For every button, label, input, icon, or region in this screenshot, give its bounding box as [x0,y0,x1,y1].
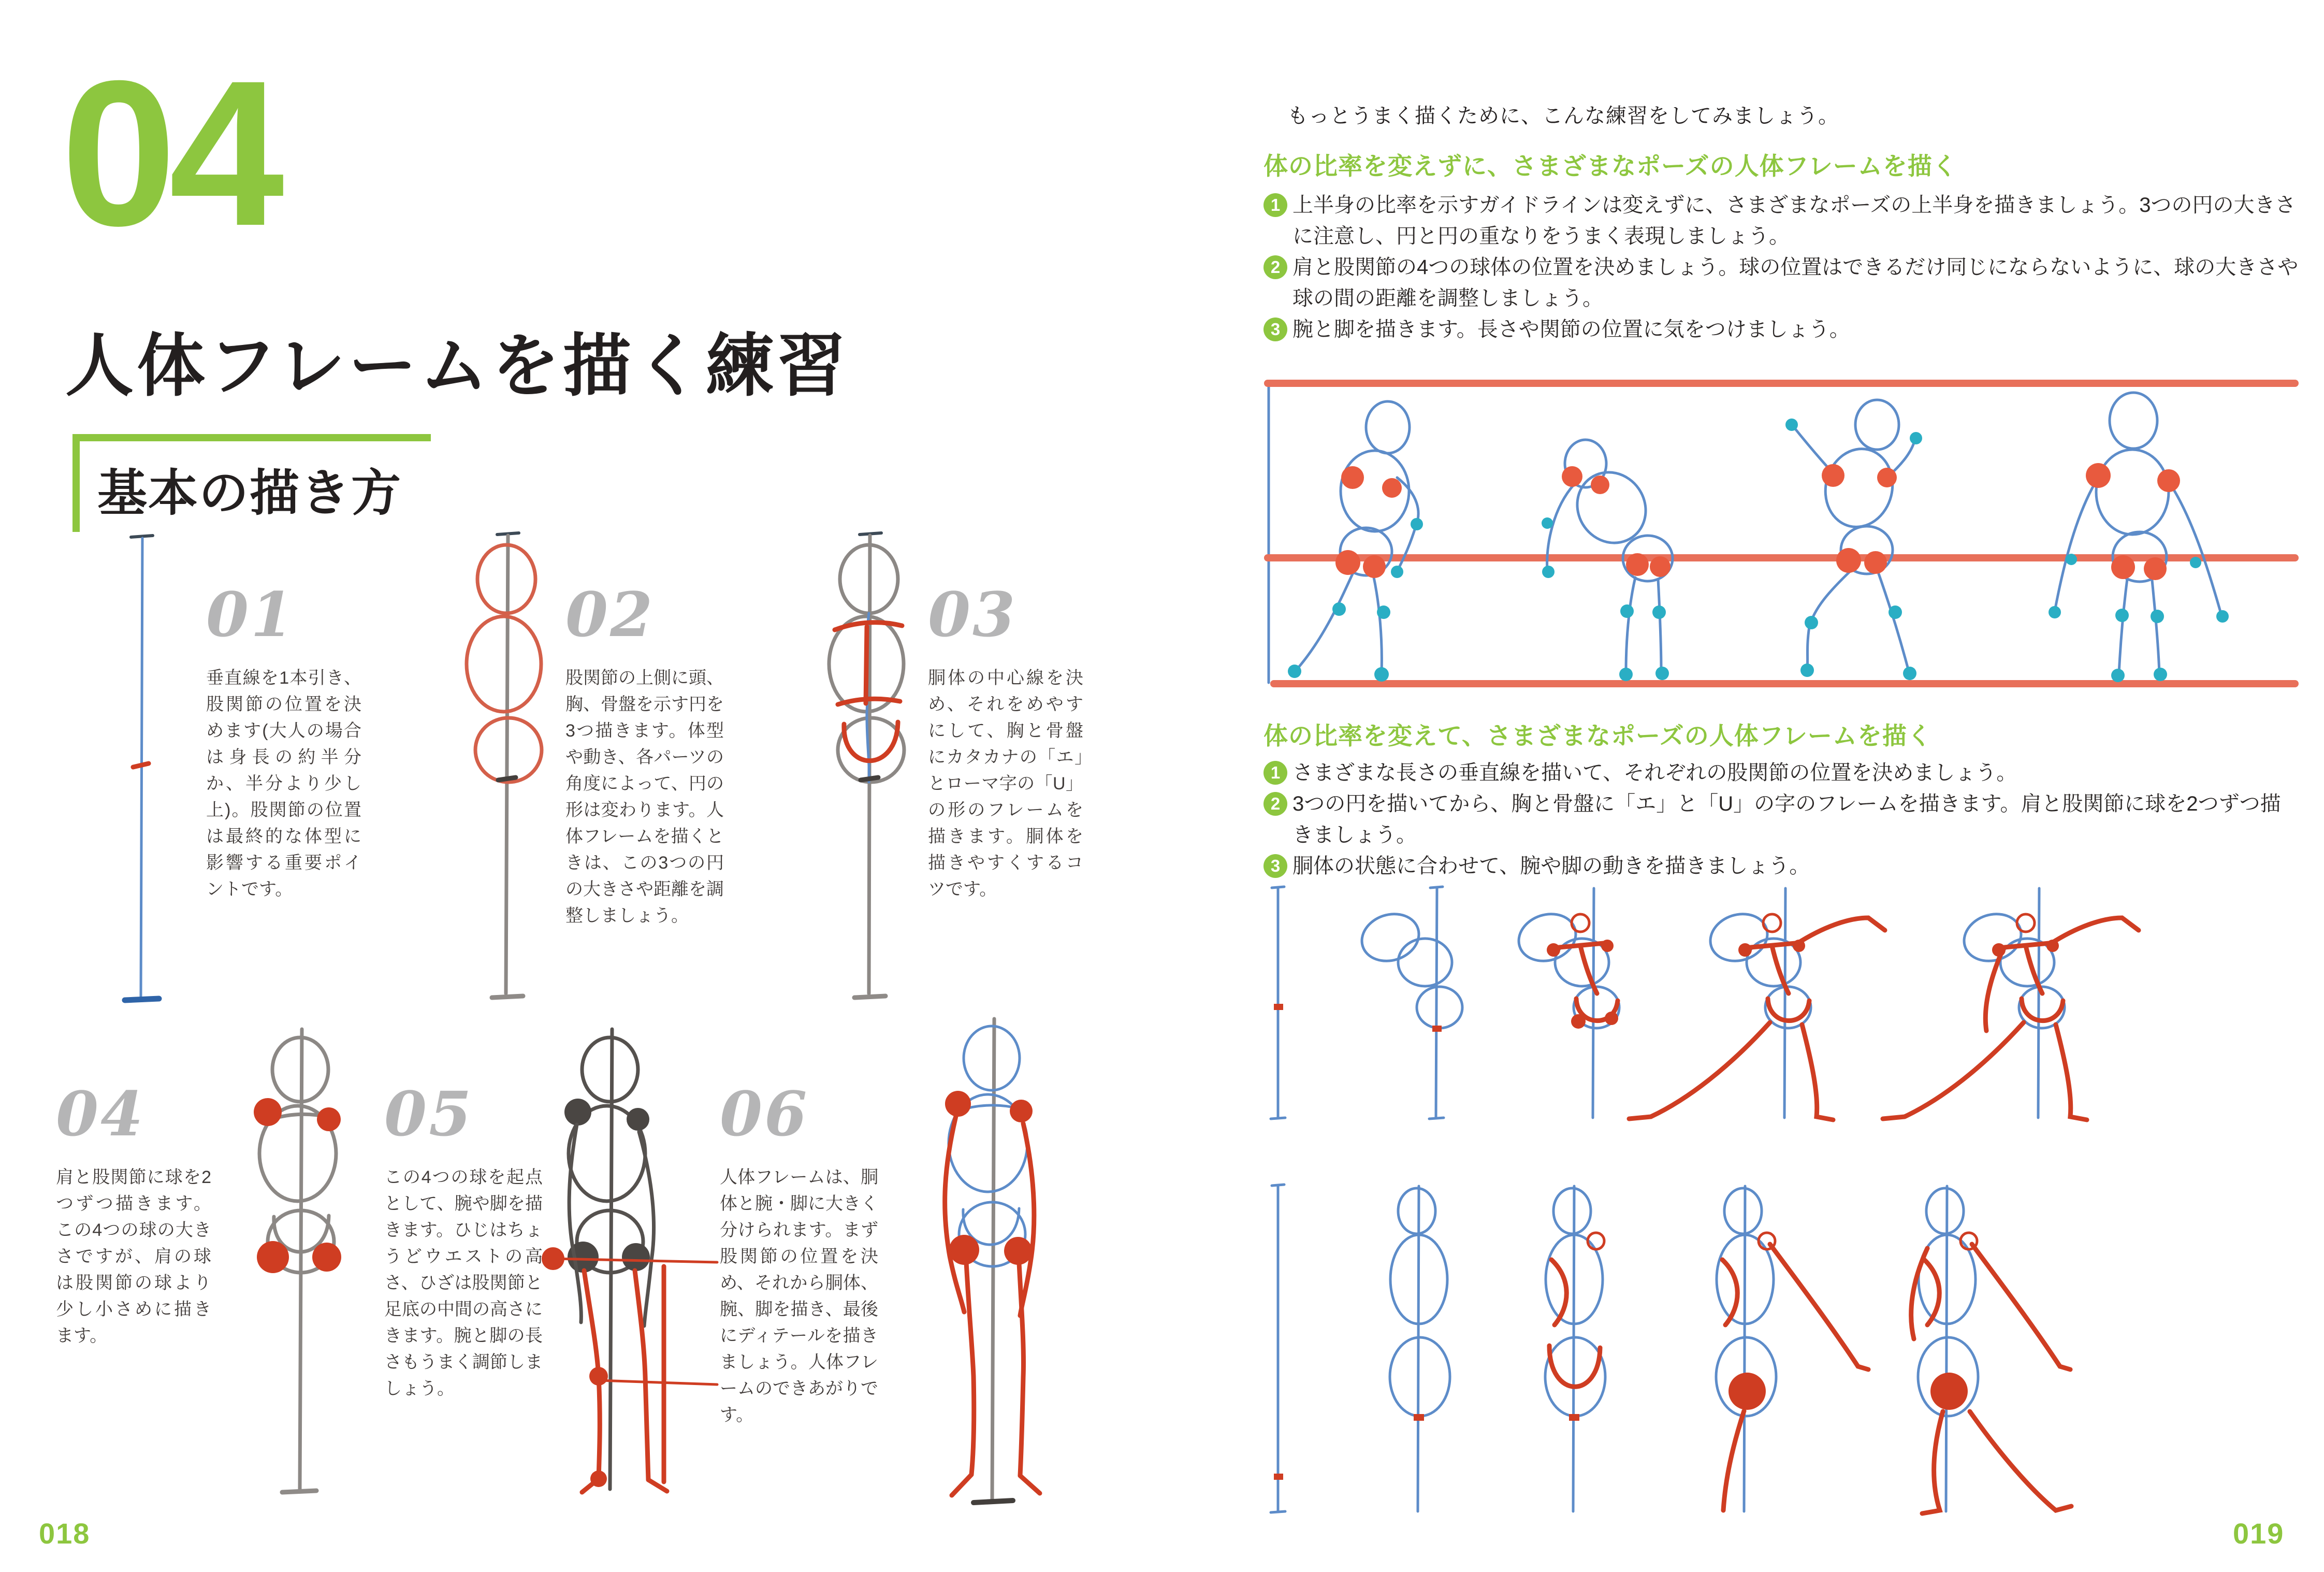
progression-row-2 [1271,1185,2071,1513]
circled-number: 2 [1270,257,1281,277]
stage-legs [1629,888,1885,1120]
list-item-text: 肩と股関節の4つの球体の位置を決めましょう。球の位置はできるだけ同じにならないように、球の大きさや球の間の距離を調整しましょう。 [1292,256,2299,310]
pose-sketch-4 [2049,393,2229,682]
step-block-01 [206,579,361,903]
circled-number: 3 [1270,856,1281,875]
stage-circles [1356,887,1462,1119]
step-block-03 [928,579,1083,903]
step-number: 03 [928,579,1018,651]
circled-number: 3 [1270,320,1281,339]
stage-complete-2 [1911,1186,2071,1513]
sketch-step-06-finished-frame [865,1013,1108,1536]
stage-complete [1883,888,2139,1120]
chapter-number: 04 [61,37,277,269]
list-item [1263,788,2299,850]
step-text: この4つの球を起点として、腕や脚を描きます。ひじはちょうどウエストの高さ、ひざは股関節と足底の中間の高さにきます。腕と脚の長さもうまく調節しましょう。 [384,1167,543,1398]
step-text: 人体フレームは、胴体と腕・脚に大きく分けられます。まず股関節の位置を決め、それから胴体、腕、脚を描き、最後にディテールを描きましょう。人体フレームのできあがりです。 [720,1167,878,1425]
step-text: 股関節の上側に頭、胸、骨盤を示す円を3つ描きます。体型や動き、各パーツの角度によって、円の形は変わります。人体フレームを描くときは、この3つの円の大きさや距離を調整しましょう。 [565,668,724,926]
circled-number: 1 [1270,763,1281,782]
illustration-varied-proportion-poses [1263,875,2299,1523]
step-block-05 [384,1078,543,1402]
list-item-text: 上半身の比率を示すガイドラインは変えずに、さまざまなポーズの上半身を描きましょう。3つの円の大きさに注意し、円と円の重なりをうまく表現しましょう。 [1292,194,2296,248]
step-block-06 [720,1078,878,1429]
stage-circles-2 [1390,1186,1450,1511]
progression-row-1 [1271,887,2139,1120]
circled-number-badge [1263,193,1287,217]
step-block-04 [56,1078,211,1349]
circled-number-badge [1263,318,1287,341]
stage-arm-2 [1716,1186,1868,1511]
practice-list-2 [1263,757,2299,882]
circled-number-badge [1263,854,1287,878]
list-item [1263,252,2299,314]
circled-number: 2 [1270,794,1281,813]
circled-number: 1 [1270,195,1281,214]
list-item-text: 胴体の状態に合わせて、腕や脚の動きを描きましょう。 [1292,855,1810,877]
page-number-left: 018 [39,1517,91,1550]
practice-list-1 [1263,190,2299,345]
illustration-same-proportion-poses [1263,357,2299,697]
list-item [1263,757,2299,788]
sketch-step-02-three-circles [445,528,570,1015]
step-number: 04 [56,1078,146,1150]
step-text: 肩と股関節に球を2つずつ描きます。この4つの球の大きさですが、肩の球は股関節の球より少し小さめに描きます。 [56,1167,211,1346]
list-item [1263,314,2299,345]
sketch-step-05-limbs-guides [528,1023,720,1525]
step-number: 01 [206,579,296,651]
practice-heading-1: 体の比率を変えずに、さまざまなポーズの人体フレームを描く [1263,152,1957,180]
stage-frame-2 [1545,1186,1605,1511]
section-heading: 基本の描き方 [72,434,431,532]
sketch-step-01-vertical-line [117,531,168,1018]
step-number: 02 [565,579,655,651]
step-text: 垂直線を1本引き、股関節の位置を決めます(大人の場合は身長の約半分か、半分より少し上)。股関節の位置は最終的な体型に影響する重要ポイントです。 [206,668,361,899]
stage-frame [1513,888,1619,1118]
step-block-02 [565,579,724,929]
circled-number-badge [1263,255,1287,279]
sketch-step-03-torso-frame [808,528,932,1015]
page-number-right: 019 [2233,1517,2285,1550]
step-number: 06 [720,1078,809,1150]
step-number: 05 [384,1078,474,1150]
circled-number-badge [1263,792,1287,816]
list-item-text: 3つの円を描いてから、胸と骨盤に「エ」と「U」の字のフレームを描きます。肩と股関節に球を2つずつ描きましょう。 [1292,792,2281,846]
list-item-text: 腕と脚を描きます。長さや関節の位置に気をつけましょう。 [1292,318,1850,341]
intro-sentence: もっとうまく描くために、こんな練習をしてみましょう。 [1287,105,1839,127]
circled-number-badge [1263,761,1287,785]
page-title: 人体フレームを描く練習 [65,328,849,405]
sketch-step-04-joint-balls [220,1023,381,1515]
pose-sketch-1 [1288,401,1423,682]
practice-heading-2: 体の比率を変えて、さまざまなポーズの人体フレームを描く [1263,722,1932,749]
pose-sketch-3 [1785,400,1922,680]
step-text: 胴体の中心線を決め、それをめやすにして、胸と骨盤にカタカナの「エ」とローマ字の「U」の形のフレームを描きます。胴体を描きやすくするコツです。 [928,668,1083,899]
list-item [1263,190,2299,252]
list-item-text: さまざまな長さの垂直線を描いて、それぞれの股関節の位置を決めましょう。 [1292,761,2017,784]
